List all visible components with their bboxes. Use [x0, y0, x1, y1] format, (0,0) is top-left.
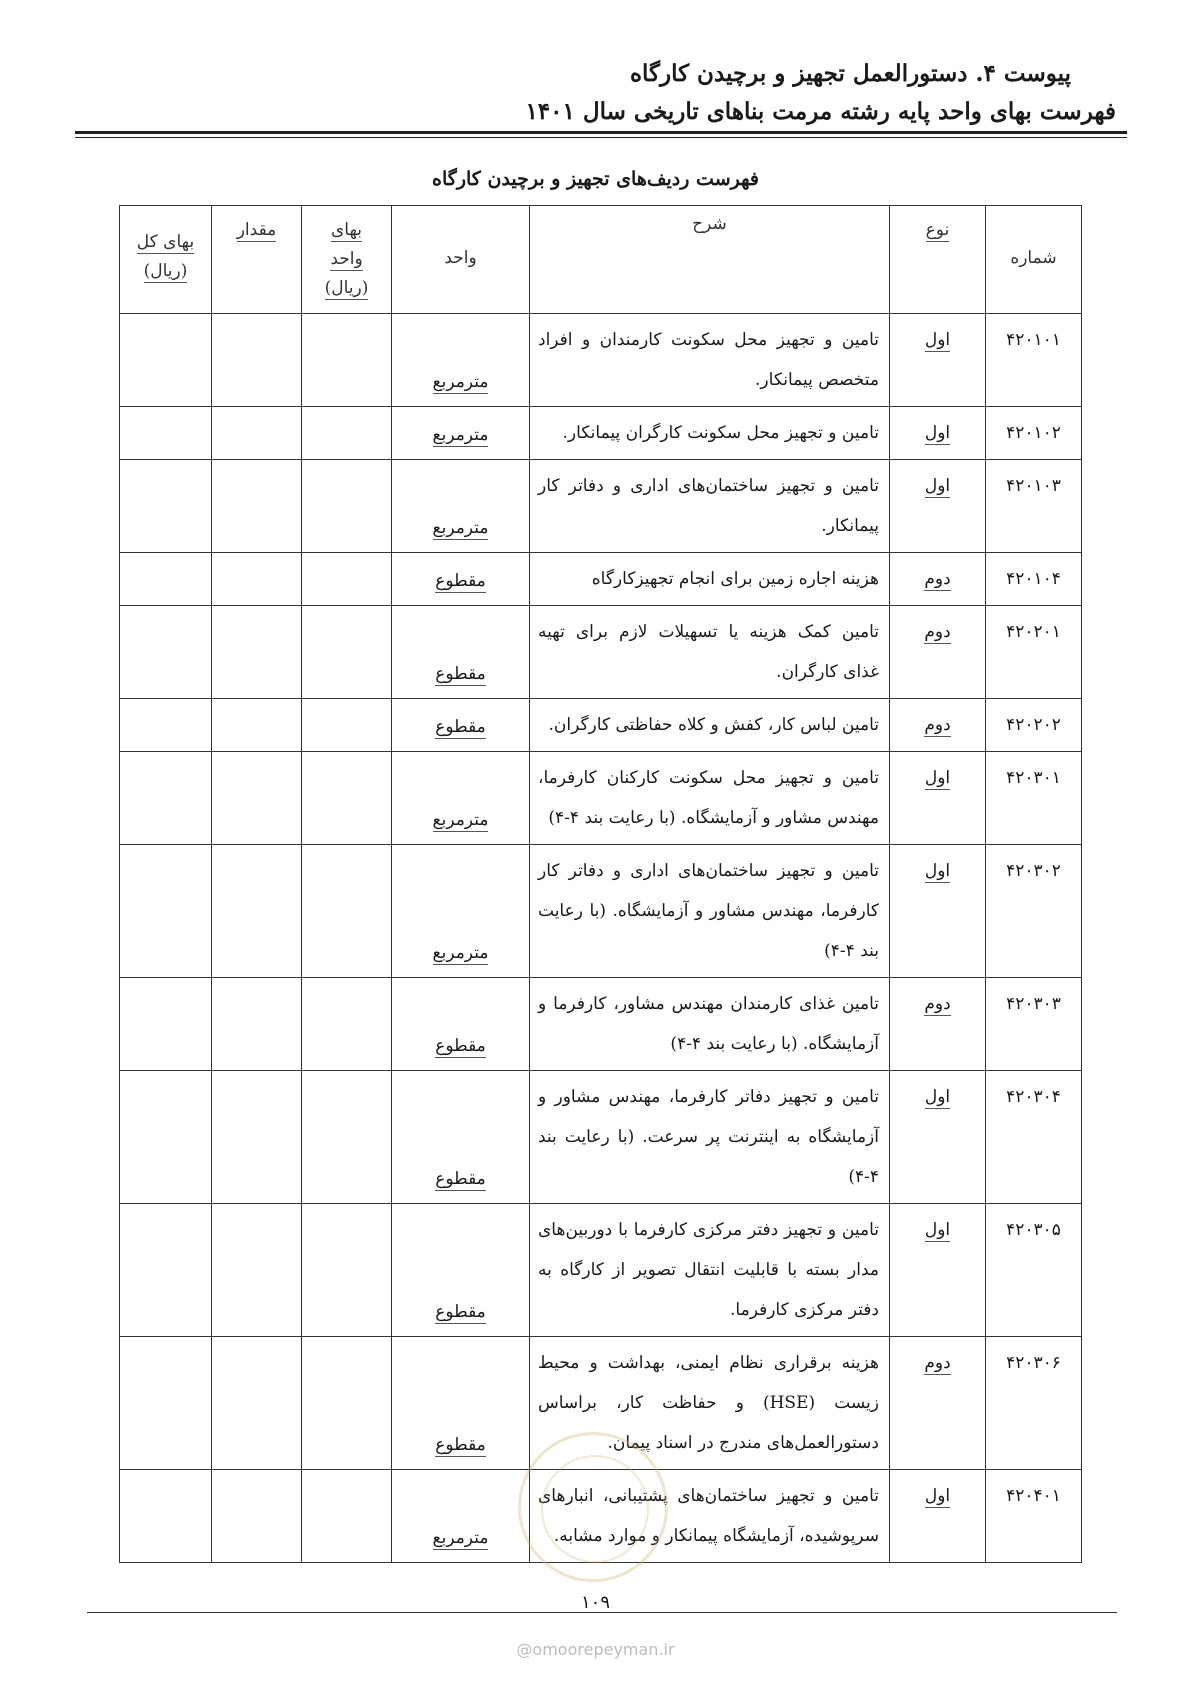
row-description: تامین و تجهیز دفتر مرکزی کارفرما با دوربین‌های مدار بسته با قابلیت انتقال تصویر از کارگاه به دفتر مرکزی کارفرما.	[530, 1204, 890, 1337]
row-quantity	[212, 314, 302, 407]
row-description: تامین و تجهیز محل سکونت کارکنان کارفرما، مهندس مشاور و آزمایشگاه. (با رعایت بند ۴-۴)	[530, 752, 890, 845]
row-quantity	[212, 1071, 302, 1204]
row-type: اول	[890, 845, 986, 978]
items-table	[119, 205, 1082, 1563]
col-header-description: شرح	[530, 206, 890, 314]
row-unit: مقطوع	[392, 606, 530, 699]
row-quantity	[212, 1204, 302, 1337]
row-description: تامین غذای کارمندان مهندس مشاور، کارفرما و آزمایشگاه. (با رعایت بند ۴-۴)	[530, 978, 890, 1071]
table-row	[120, 1071, 1082, 1204]
row-unit-price	[302, 460, 392, 553]
row-description: تامین و تجهیز محل سکونت کارگران پیمانکار.	[530, 407, 890, 460]
table-row	[120, 460, 1082, 553]
row-total	[120, 460, 212, 553]
page-number: ۱۰۹	[580, 1592, 610, 1613]
col-header-type: نوع	[890, 206, 986, 314]
table-row	[120, 752, 1082, 845]
row-unit-price	[302, 407, 392, 460]
col-header-number: شماره	[986, 206, 1082, 314]
row-type: اول	[890, 314, 986, 407]
row-number: ۴۲۰۳۰۶	[986, 1337, 1082, 1470]
table-row	[120, 314, 1082, 407]
row-unit: مقطوع	[392, 699, 530, 752]
col-header-quantity: مقدار	[212, 206, 302, 314]
row-unit-price	[302, 553, 392, 606]
table-row	[120, 978, 1082, 1071]
row-unit: مترمربع	[392, 752, 530, 845]
row-type: دوم	[890, 978, 986, 1071]
table-row	[120, 1204, 1082, 1337]
table-row	[120, 606, 1082, 699]
header-line-1: پیوست ۴. دستورالعمل تجهیز و برچیدن کارگاه	[629, 60, 1071, 87]
row-quantity	[212, 407, 302, 460]
row-number: ۴۲۰۳۰۴	[986, 1071, 1082, 1204]
row-total	[120, 407, 212, 460]
col-header-total: بهای کل (ریال)	[120, 206, 212, 314]
row-quantity	[212, 699, 302, 752]
row-total	[120, 699, 212, 752]
col-header-unit-price: بهای واحد (ریال)	[302, 206, 392, 314]
row-unit-price	[302, 606, 392, 699]
row-number: ۴۲۰۳۰۵	[986, 1204, 1082, 1337]
row-unit-price	[302, 752, 392, 845]
row-number: ۴۲۰۴۰۱	[986, 1470, 1082, 1563]
row-number: ۴۲۰۱۰۲	[986, 407, 1082, 460]
row-quantity	[212, 845, 302, 978]
row-type: اول	[890, 407, 986, 460]
row-description: تامین و تجهیز ساختمان‌های اداری و دفاتر کار پیمانکار.	[530, 460, 890, 553]
row-description: هزینه برقراری نظام ایمنی، بهداشت و محیط زیست (HSE) و حفاظت کار، براساس دستورالعمل‌های مندرج در اسناد پیمان.	[530, 1337, 890, 1470]
row-quantity	[212, 553, 302, 606]
row-total	[120, 314, 212, 407]
table-title: فهرست ردیف‌های تجهیز و برچیدن کارگاه	[432, 168, 759, 190]
row-description: تامین و تجهیز ساختمان‌های اداری و دفاتر کار کارفرما، مهندس مشاور و آزمایشگاه. (با رعایت بند ۴-۴)	[530, 845, 890, 978]
row-unit: مترمربع	[392, 845, 530, 978]
watermark-seal	[518, 1432, 668, 1582]
row-description: تامین و تجهیز ساختمان‌های پشتیبانی، انبارهای سرپوشیده، آزمایشگاه پیمانکار و موارد مشابه.	[530, 1470, 890, 1563]
row-total	[120, 978, 212, 1071]
row-type: اول	[890, 1071, 986, 1204]
row-description: تامین لباس کار، کفش و کلاه حفاظتی کارگران.	[530, 699, 890, 752]
row-unit-price	[302, 1071, 392, 1204]
row-type: اول	[890, 1204, 986, 1337]
watermark-site: @omoorepeyman.ir	[516, 1640, 675, 1659]
row-unit: مترمربع	[392, 1470, 530, 1563]
row-unit: مقطوع	[392, 978, 530, 1071]
row-description: هزینه اجاره زمین برای انجام تجهیزکارگاه	[530, 553, 890, 606]
table-row	[120, 553, 1082, 606]
row-type: دوم	[890, 1337, 986, 1470]
row-description: تامین و تجهیز دفاتر کارفرما، مهندس مشاور و آزمایشگاه به اینترنت پر سرعت. (با رعایت بند ۴-۴)	[530, 1071, 890, 1204]
row-number: ۴۲۰۲۰۲	[986, 699, 1082, 752]
row-type: اول	[890, 1470, 986, 1563]
row-unit: مقطوع	[392, 1071, 530, 1204]
row-unit-price	[302, 978, 392, 1071]
row-unit: مقطوع	[392, 1337, 530, 1470]
row-quantity	[212, 752, 302, 845]
row-unit: مترمربع	[392, 314, 530, 407]
row-number: ۴۲۰۲۰۱	[986, 606, 1082, 699]
row-total	[120, 1071, 212, 1204]
row-number: ۴۲۰۳۰۱	[986, 752, 1082, 845]
header-rule-thin	[75, 137, 1127, 138]
row-type: اول	[890, 460, 986, 553]
row-quantity	[212, 606, 302, 699]
row-unit: مترمربع	[392, 460, 530, 553]
row-total	[120, 1337, 212, 1470]
row-unit-price	[302, 1204, 392, 1337]
row-description: تامین کمک هزینه یا تسهیلات لازم برای تهیه غذای کارگران.	[530, 606, 890, 699]
row-quantity	[212, 978, 302, 1071]
row-unit: مقطوع	[392, 1204, 530, 1337]
header-rule-thick	[75, 131, 1127, 134]
row-number: ۴۲۰۳۰۳	[986, 978, 1082, 1071]
row-total	[120, 606, 212, 699]
table-row	[120, 845, 1082, 978]
row-type: دوم	[890, 606, 986, 699]
row-type: دوم	[890, 553, 986, 606]
row-quantity	[212, 460, 302, 553]
header-line-2: فهرست بهای واحد پایه رشته مرمت بناهای تاریخی سال ۱۴۰۱	[525, 98, 1116, 125]
row-unit-price	[302, 845, 392, 978]
row-unit-price	[302, 314, 392, 407]
row-unit-price	[302, 699, 392, 752]
row-type: اول	[890, 752, 986, 845]
row-total	[120, 1470, 212, 1563]
row-total	[120, 553, 212, 606]
row-total	[120, 845, 212, 978]
table-header-row	[120, 206, 1082, 314]
table-row	[120, 699, 1082, 752]
row-unit: مترمربع	[392, 407, 530, 460]
row-unit-price	[302, 1337, 392, 1470]
row-number: ۴۲۰۱۰۳	[986, 460, 1082, 553]
row-unit-price	[302, 1470, 392, 1563]
row-quantity	[212, 1337, 302, 1470]
row-total	[120, 1204, 212, 1337]
row-quantity	[212, 1470, 302, 1563]
row-type: دوم	[890, 699, 986, 752]
row-description: تامین و تجهیز محل سکونت کارمندان و افراد متخصص پیمانکار.	[530, 314, 890, 407]
row-number: ۴۲۰۱۰۱	[986, 314, 1082, 407]
row-number: ۴۲۰۳۰۲	[986, 845, 1082, 978]
table-row	[120, 407, 1082, 460]
footer-rule	[87, 1612, 1117, 1613]
row-unit: مقطوع	[392, 553, 530, 606]
row-total	[120, 752, 212, 845]
col-header-unit: واحد	[392, 206, 530, 314]
row-number: ۴۲۰۱۰۴	[986, 553, 1082, 606]
